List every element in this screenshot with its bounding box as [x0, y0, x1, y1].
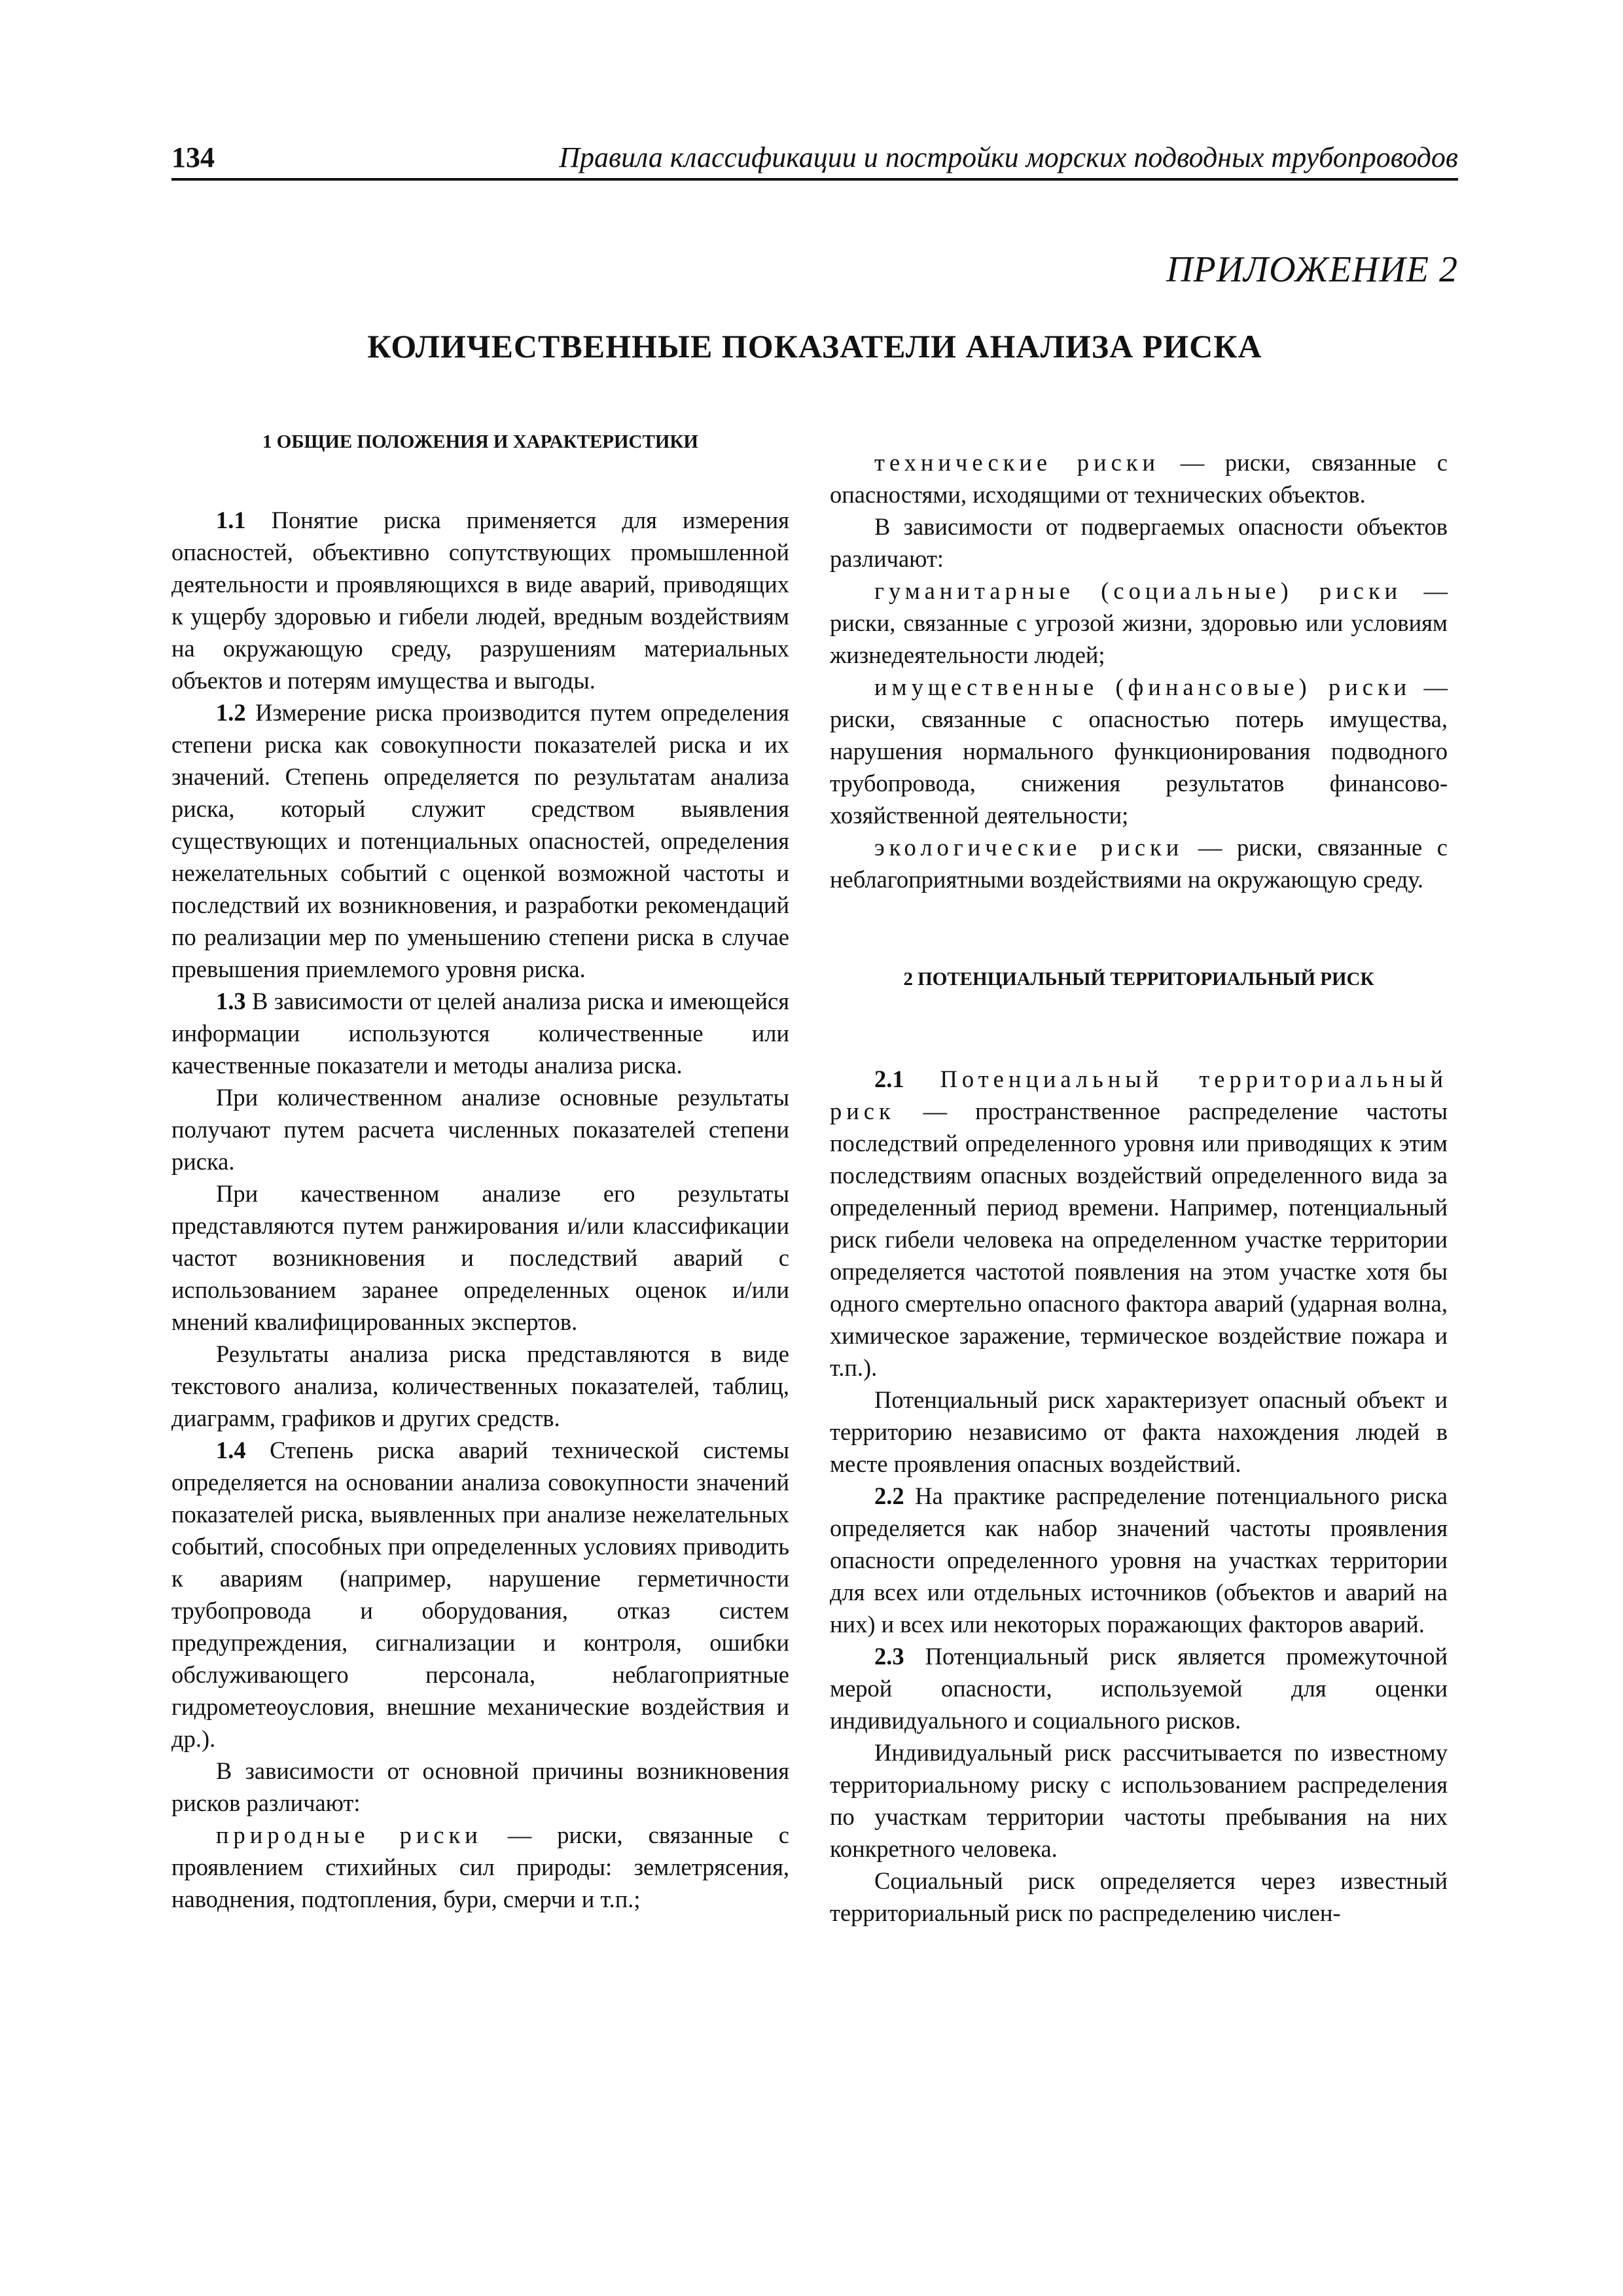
header-rule: [171, 178, 1458, 181]
spaced-term: природные риски: [216, 1821, 482, 1848]
paragraph-2-1: [830, 1063, 1448, 1384]
paragraph-technical-risks: [830, 446, 1448, 511]
paragraph-text: — риски, связанные с опасностями, исходящими от технических объектов.: [830, 449, 1448, 508]
paragraph-text: Понятие риска применяется для измерения опасностей, объективно сопутствующих промышленной деятельности и проявляющихся в виде аварий, приводящих к ущербу здоровью и гибели людей, вредным воздействиям на окружающую среду, разрушениям материальных объектов и потерям имущества и выгоды.: [171, 507, 789, 694]
page-number: 134: [171, 141, 215, 173]
paragraph-natural-risks: [171, 1819, 789, 1915]
spaced-term: Потенциальный территориальный риск: [830, 1066, 1448, 1124]
paragraph-characterizes: Потенциальный риск характеризует опасный объект и территорию независимо от факта нахождения людей в месте проявления опасных воздействий.: [830, 1386, 1448, 1477]
paragraph-1-1: [171, 504, 789, 696]
clause-number: 2.2: [874, 1482, 904, 1509]
spaced-term: имущественные (финансовые) риски: [874, 673, 1412, 700]
spaced-term: экологические риски: [874, 834, 1184, 861]
paragraph-1-3: [171, 985, 789, 1081]
paragraph-individual-risk: Индивидуальный риск рассчитывается по известному территориальному риску с использованием распределения по участкам территории частоты пребывания на них конкретного человека.: [830, 1739, 1448, 1862]
paragraph-ecological-risks: [830, 831, 1448, 895]
paragraph-results: Результаты анализа риска представляются в виде текстового анализа, количественных показателей, таблиц, диаграмм, графиков и других средств.: [171, 1340, 789, 1431]
section-1-heading: 1 ОБЩИЕ ПОЛОЖЕНИЯ И ХАРАКТЕРИСТИКИ: [262, 431, 698, 452]
paragraph-causes: В зависимости от основной причины возникновения рисков различают:: [171, 1757, 789, 1816]
running-header: [171, 137, 1458, 178]
paragraph-social-risk: Социальный риск определяется через известный территориальный риск по распределению числен-: [830, 1867, 1448, 1926]
clause-number: 1.1: [216, 507, 246, 533]
paragraph-text: — риски, связанные с угрозой жизни, здоровью или условиям жизнедеятельности людей;: [830, 577, 1448, 668]
paragraph-2-2: [830, 1480, 1448, 1640]
right-column: [830, 446, 1448, 1929]
paragraph-1-4: [171, 1434, 789, 1755]
paragraph-text: Измерение риска производится путем определения степени риска как совокупности показателей риска и их значений. Степень определяется по результатам анализа риска, который служит средством выявления существующих и потенциальных опасностей, определения нежелательных событий с оценкой возможной частоты и последствий их возникновения, и разработки рекомендаций по реализации мер по уменьшению степени риска в случае превышения приемлемого уровня риска.: [171, 699, 789, 982]
paragraph-1-2: [171, 696, 789, 985]
paragraph-text: На практике распределение потенциального риска определяется как набор значений частоты проявления опасности определенного уровня на участках территории для всех или отдельных источников (объектов и аварий на них) и всех или некоторых поражающих факторов аварий.: [830, 1482, 1448, 1638]
paragraph-2-3: [830, 1640, 1448, 1736]
running-title: Правила классификации и постройки морских подводных трубопроводов: [559, 141, 1458, 173]
paragraph-property-risks: [830, 671, 1448, 831]
paragraph-qualitative: При качественном анализе его результаты представляются путем ранжирования и/или классификации частот возникновения и последствий аварий с использованием заранее определенных оценок и/или мнений квалифицированных экспертов.: [171, 1180, 789, 1335]
paragraph-text: — риски, связанные с проявлением стихийных сил природы: землетрясения, наводнения, подтопления, бури, смерчи и т.п.;: [171, 1821, 789, 1912]
paragraph-text: — риски, связанные с опасностью потерь имущества, нарушения нормального функционирования подводного трубопровода, снижения результатов финансово-хозяйственной деятельности;: [830, 673, 1448, 829]
paragraph-text: Степень риска аварий технической системы определяется на основании анализа совокупности значений показателей риска, выявленных при анализе нежелательных событий, способных при определенных условиях приводить к авариям (например, нарушение герметичности трубопровода и оборудования, отказ систем предупреждения, сигнализации и контроля, ошибки обслуживающего персонала, неблагоприятные гидрометеоусловия, внешние механические воздействия и др.).: [171, 1437, 789, 1752]
clause-number: 2.1: [874, 1066, 904, 1092]
page-title: КОЛИЧЕСТВЕННЫЕ ПОКАЗАТЕЛИ АНАЛИЗА РИСКА: [367, 328, 1262, 365]
clause-number: 1.3: [216, 988, 246, 1014]
section-2-heading: 2 ПОТЕНЦИАЛЬНЫЙ ТЕРРИТОРИАЛЬНЫЙ РИСК: [903, 969, 1374, 990]
paragraph-text: Потенциальный риск является промежуточной мерой опасности, используемой для оценки индивидуального и социального рисков.: [830, 1643, 1448, 1734]
clause-number: 2.3: [874, 1643, 904, 1670]
paragraph-text: — пространственное распределение частоты последствий определенного уровня или приводящих к этим последствиям опасных воздействий определенного вида за определенный период времени. Например, потенциальный риск гибели человека на определенном участке территории определяется частотой появления на этом участке хотя бы одного смертельно опасного фактора аварий (ударная волна, химическое заражение, термическое воздействие пожара и т.п.).: [830, 1098, 1448, 1381]
spaced-term: технические риски: [874, 449, 1160, 476]
clause-number: 1.2: [216, 699, 246, 726]
paragraph-text: В зависимости от целей анализа риска и имеющейся информации используются количественные или качественные показатели и методы анализа риска.: [171, 988, 789, 1079]
paragraph-quantitative: При количественном анализе основные результаты получают путем расчета численных показателей степени риска.: [171, 1084, 789, 1175]
appendix-label: ПРИЛОЖЕНИЕ 2: [1166, 249, 1458, 290]
paragraph-humanitarian-risks: [830, 575, 1448, 671]
left-column: [171, 429, 789, 1915]
clause-number: 1.4: [216, 1437, 246, 1463]
paragraph-text: — риски, связанные с неблагоприятными воздействиями на окружающую среду.: [830, 834, 1448, 893]
paragraph-objects: В зависимости от подвергаемых опасности объектов различают:: [830, 513, 1448, 572]
spaced-term: гуманитарные (социальные) риски: [874, 577, 1402, 604]
